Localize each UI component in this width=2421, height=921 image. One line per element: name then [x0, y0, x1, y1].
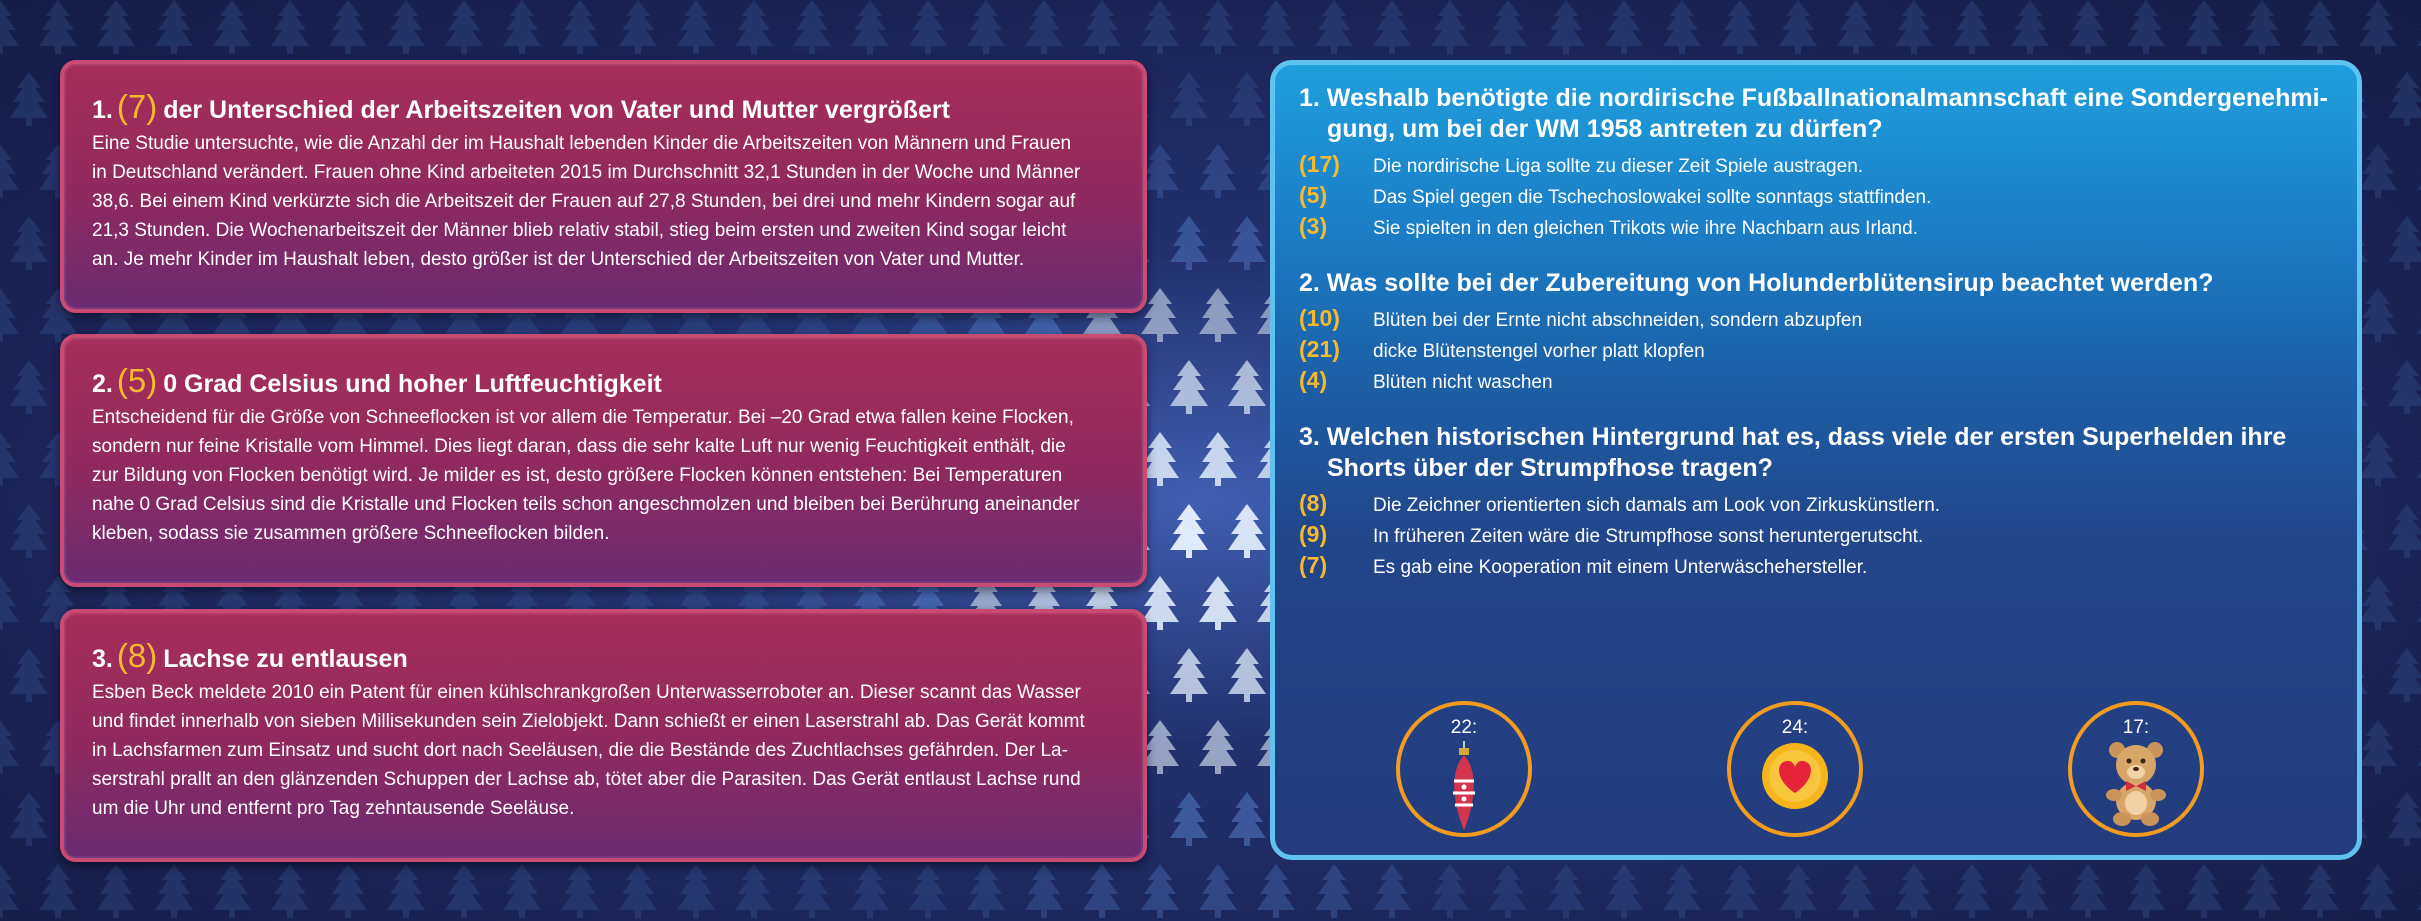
tree-icon: [1257, 0, 1295, 54]
tree-icon: [2011, 864, 2049, 918]
quiz-panel: [1270, 60, 2362, 860]
tree-icon: [2185, 864, 2223, 918]
option-code: (17): [1299, 151, 1340, 177]
option-text: Blüten bei der Ernte nicht abschneiden, sondern abzupfen: [1373, 310, 1863, 331]
tree-icon: [1025, 0, 1063, 54]
tree-icon: [1373, 864, 1411, 918]
tree-icon: [2417, 864, 2421, 918]
tree-icon: [271, 864, 309, 918]
tree-icon: [1489, 864, 1527, 918]
tree-icon: [0, 0, 19, 54]
tree-icon: [2417, 576, 2421, 630]
tree-icon: [793, 0, 831, 54]
tree-icon: [1025, 864, 1063, 918]
option-text: Das Spiel gegen die Tschechoslowakei sollte sonntags stattfinden.: [1373, 187, 1932, 208]
tree-icon: [1721, 864, 1759, 918]
tree-icon: [1837, 864, 1875, 918]
tree-icon: [39, 0, 77, 54]
tree-icon: [39, 864, 77, 918]
tree-icon: [329, 0, 367, 54]
answer-option[interactable]: [1299, 213, 2333, 244]
tree-icon: [0, 288, 19, 342]
tree-icon: [1141, 0, 1179, 54]
tree-icon: [97, 864, 135, 918]
tree-icon: [2388, 216, 2421, 270]
tree-icon: [2301, 864, 2339, 918]
tree-icon: [2388, 648, 2421, 702]
tree-icon: [155, 864, 193, 918]
answer-option[interactable]: [1299, 490, 2333, 521]
tree-icon: [1199, 864, 1237, 918]
option-text: Es gab eine Kooperation mit einem Unterwäschehersteller.: [1373, 557, 1868, 578]
option-text: Blüten nicht waschen: [1373, 372, 1553, 393]
tree-icon: [10, 72, 48, 126]
tree-icon: [1170, 72, 1208, 126]
tree-icon: [2185, 0, 2223, 54]
tree-icon: [1257, 864, 1295, 918]
tree-icon: [1199, 576, 1237, 630]
tree-icon: [1837, 0, 1875, 54]
tree-icon: [10, 360, 48, 414]
tree-icon: [213, 864, 251, 918]
tree-icon: [2301, 0, 2339, 54]
answer-card-3: [60, 609, 1147, 862]
tree-icon: [2417, 288, 2421, 342]
tree-icon: [2069, 0, 2107, 54]
option-code: (4): [1299, 367, 1328, 393]
option-code: (9): [1299, 521, 1328, 547]
tree-icon: [10, 792, 48, 846]
tree-icon: [2417, 720, 2421, 774]
tree-icon: [851, 0, 889, 54]
tree-icon: [1663, 864, 1701, 918]
tree-icon: [2127, 0, 2165, 54]
tree-icon: [1199, 0, 1237, 54]
teddy-bear-icon: [2100, 741, 2172, 827]
tree-icon: [1228, 360, 1266, 414]
option-code: (8): [1299, 490, 1328, 516]
tree-icon: [1779, 0, 1817, 54]
tree-icon: [445, 0, 483, 54]
tree-icon: [909, 864, 947, 918]
question-title: 3. Welchen historischen Hintergrund hat es, dass viele der ersten Superhelden ihre Shorts über der Strumpfhose tragen?: [1299, 423, 2287, 482]
tree-icon: [2417, 0, 2421, 54]
tree-icon: [2388, 792, 2421, 846]
tree-icon: [97, 0, 135, 54]
answer-number: (5): [116, 362, 158, 399]
tree-icon: [0, 576, 19, 630]
option-code: (21): [1299, 336, 1340, 362]
tree-icon: [10, 648, 48, 702]
card-title: 3. (8) Lachse zu entlausen: [92, 637, 408, 674]
advent-badge-24[interactable]: [1727, 701, 1863, 837]
quiz-question-1: [1299, 83, 2333, 244]
card-title: 1. (7) der Unterschied der Arbeitszeiten von Vater und Mutter vergrößert: [92, 88, 950, 125]
tree-icon: [1431, 0, 1469, 54]
tree-icon: [1547, 0, 1585, 54]
tree-icon: [1228, 504, 1266, 558]
tree-icon: [503, 864, 541, 918]
tree-icon: [1083, 864, 1121, 918]
tree-icon: [1228, 648, 1266, 702]
answer-option[interactable]: [1299, 151, 2333, 182]
answer-option[interactable]: [1299, 521, 2333, 552]
tree-icon: [2127, 864, 2165, 918]
tree-icon: [1228, 72, 1266, 126]
tree-icon: [2359, 576, 2397, 630]
heart-cookie-icon: [1760, 741, 1830, 811]
tree-icon: [0, 864, 19, 918]
tree-icon: [0, 432, 19, 486]
tree-icon: [2359, 0, 2397, 54]
tree-icon: [967, 0, 1005, 54]
card-body: Esben Beck meldete 2010 ein Patent für einen kühlschrankgroßen Unterwasserroboter an. Dieser scannt das Wasser und findet innerhalb von sieben Millisekunden sein Zielobjekt. Dann schießt er einen Laserstrahl ab. Das Gerät kommt in Lachsfarmen zum Einsatz und sucht dort nach Seeläusen, die die Bestände des Zuchtlachses gefährden. Der La- serstrahl prallt an den glänzenden Schuppen der Lachse ab, tötet aber die Parasiten. Das Gerät entlaust Lachse rund um die Uhr und entfernt pro Tag zehntausende Seeläuse.: [92, 682, 1085, 819]
tree-icon: [1199, 144, 1237, 198]
tree-icon: [387, 864, 425, 918]
option-code: (3): [1299, 213, 1328, 239]
tree-icon: [1605, 0, 1643, 54]
tree-icon: [155, 0, 193, 54]
answer-option[interactable]: [1299, 367, 2333, 398]
tree-icon: [1170, 360, 1208, 414]
quiz-question-2: [1299, 268, 2333, 398]
option-text: In früheren Zeiten wäre die Strumpfhose sonst heruntergerutscht.: [1373, 526, 1924, 547]
tree-icon: [735, 0, 773, 54]
tree-icon: [2359, 288, 2397, 342]
option-text: Die nordirische Liga sollte zu dieser Zeit Spiele austragen.: [1373, 156, 1864, 177]
tree-icon: [1779, 864, 1817, 918]
tree-icon: [1431, 864, 1469, 918]
tree-icon: [677, 864, 715, 918]
tree-icon: [1170, 504, 1208, 558]
advent-badge-17[interactable]: [2068, 701, 2204, 837]
tree-icon: [2417, 432, 2421, 486]
badge-label: 24:: [1781, 717, 1809, 738]
tree-icon: [2388, 504, 2421, 558]
tree-icon: [1315, 864, 1353, 918]
tree-icon: [2417, 144, 2421, 198]
tree-icon: [0, 144, 19, 198]
tree-icon: [2011, 0, 2049, 54]
badge-label: 17:: [2122, 717, 2150, 738]
answer-card-2: [60, 334, 1147, 587]
option-code: (7): [1299, 552, 1328, 578]
option-text: dicke Blütenstengel vorher platt klopfen: [1373, 341, 1705, 362]
answer-card-1: [60, 60, 1147, 313]
tree-icon: [1170, 792, 1208, 846]
tree-icon: [1228, 216, 1266, 270]
tree-icon: [2359, 864, 2397, 918]
tree-icon: [1083, 0, 1121, 54]
tree-icon: [2359, 720, 2397, 774]
tree-icon: [561, 864, 599, 918]
tree-icon: [735, 864, 773, 918]
tree-icon: [1170, 216, 1208, 270]
tree-icon: [1199, 720, 1237, 774]
tree-icon: [0, 720, 19, 774]
tree-icon: [1199, 432, 1237, 486]
card-body: Entscheidend für die Größe von Schneeflocken ist vor allem die Temperatur. Bei –20 Grad etwa fallen keine Flocken, sondern nur feine Kristalle vom Himmel. Dies liegt daran, dass die sehr kalte Luft nur wenig Feuchtigkeit enthält, die zur Bildung von Flocken benötigt wird. Je milder es ist, desto größere Flocken können entstehen: Bei Temperaturen nahe 0 Grad Celsius sind die Kristalle und Flocken teils schon angeschmolzen und bleiben bei Berührung aneinander kleben, sodass sie zusammen größere Schneeflocken bilden.: [92, 407, 1080, 544]
tree-icon: [1721, 0, 1759, 54]
tree-icon: [967, 864, 1005, 918]
tree-icon: [1953, 0, 1991, 54]
answer-option[interactable]: [1299, 182, 2333, 213]
tree-icon: [2243, 0, 2281, 54]
tree-icon: [561, 0, 599, 54]
tree-icon: [387, 0, 425, 54]
option-text: Die Zeichner orientierten sich damals am Look von Zirkuskünstlern.: [1373, 495, 1941, 516]
tree-icon: [1373, 0, 1411, 54]
tree-icon: [619, 0, 657, 54]
tree-icon: [1547, 864, 1585, 918]
tree-icon: [1315, 0, 1353, 54]
tree-icon: [1605, 864, 1643, 918]
tree-icon: [329, 864, 367, 918]
answer-option[interactable]: [1299, 305, 2333, 336]
tree-icon: [1663, 0, 1701, 54]
tree-icon: [909, 0, 947, 54]
tree-icon: [1141, 864, 1179, 918]
tree-icon: [793, 864, 831, 918]
tree-icon: [2069, 864, 2107, 918]
tree-icon: [213, 0, 251, 54]
tree-icon: [2243, 864, 2281, 918]
tree-icon: [503, 0, 541, 54]
tree-icon: [2359, 144, 2397, 198]
answer-number: (7): [116, 88, 158, 125]
tree-icon: [10, 216, 48, 270]
answer-option[interactable]: [1299, 552, 2333, 583]
question-title: 2. Was sollte bei der Zubereitung von Holunderblütensirup beachtet werden?: [1299, 269, 2214, 297]
card-title: 2. (5) 0 Grad Celsius und hoher Luftfeuchtigkeit: [92, 362, 662, 399]
tree-icon: [851, 864, 889, 918]
quiz-question-3: [1299, 422, 2333, 583]
tree-icon: [2359, 432, 2397, 486]
tree-icon: [1489, 0, 1527, 54]
card-body: Eine Studie untersuchte, wie die Anzahl der im Haushalt lebenden Kinder die Arbeitszeiten von Männern und Frauen in Deutschland verändert. Frauen ohne Kind arbeiteten 2015 im Durchschnitt 32,1 Stunden in der Woche und Männer 38,6. Bei einem Kind verkürzte sich die Arbeitszeit der Frauen auf 27,8 Stunden, bei drei und mehr Kindern sogar auf 21,3 Stunden. Die Wochenarbeitszeit der Männer blieb relativ stabil, stieg beim ersten und zweiten Kind sogar leicht an. Je mehr Kinder im Haushalt leben, desto größer ist der Unterschied der Arbeitszeiten von Vater und Mutter.: [92, 133, 1081, 270]
option-code: (5): [1299, 182, 1328, 208]
tree-icon: [10, 504, 48, 558]
tree-icon: [1953, 864, 1991, 918]
advent-badge-22[interactable]: [1396, 701, 1532, 837]
tree-icon: [1895, 864, 1933, 918]
tree-icon: [2388, 72, 2421, 126]
tree-icon: [1228, 792, 1266, 846]
tree-icon: [2388, 360, 2421, 414]
option-text: Sie spielten in den gleichen Trikots wie ihre Nachbarn aus Irland.: [1373, 218, 1918, 239]
tree-icon: [619, 864, 657, 918]
ornament-icon: [1444, 741, 1484, 833]
tree-icon: [677, 0, 715, 54]
tree-icon: [271, 0, 309, 54]
tree-icon: [1170, 648, 1208, 702]
tree-icon: [1895, 0, 1933, 54]
badge-label: 22:: [1450, 717, 1478, 738]
answer-number: (8): [116, 637, 158, 674]
question-title: 1. Weshalb benötigte die nordirische Fußballnationalmannschaft eine Sondergenehmi- gung, um bei der WM 1958 antreten zu dürfen?: [1299, 84, 2328, 143]
tree-icon: [445, 864, 483, 918]
option-code: (10): [1299, 305, 1340, 331]
tree-icon: [1199, 288, 1237, 342]
answer-option[interactable]: [1299, 336, 2333, 367]
